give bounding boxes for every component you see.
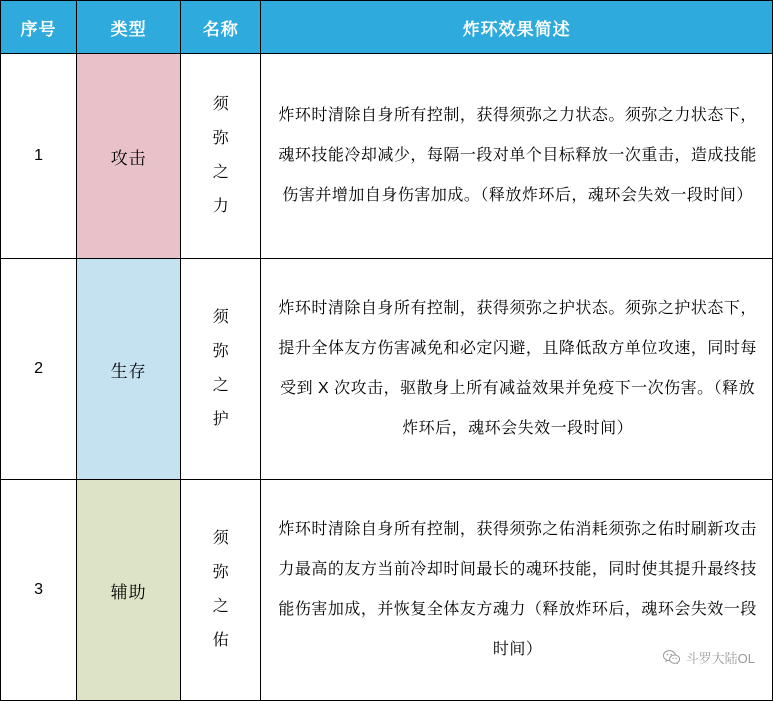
cell-name-text: 须弥之佑 <box>212 530 229 649</box>
cell-name <box>181 480 261 701</box>
column-header-type: 类型 <box>77 1 181 54</box>
cell-description: 炸环时清除自身所有控制，获得须弥之护状态。须弥之护状态下，提升全体友方伤害减免和必定闪避，且降低敌方单位攻速，同时每受到 X 次攻击，驱散身上所有减益效果并免疫下一次伤害。（释放炸环后，魂环会失效一段时间） <box>261 259 773 480</box>
cell-description: 炸环时清除自身所有控制，获得须弥之力状态。须弥之力状态下，魂环技能冷却减少，每隔一段对单个目标释放一次重击，造成技能伤害并增加自身伤害加成。（释放炸环后，魂环会失效一段时间） <box>261 54 773 259</box>
cell-name-text: 须弥之力 <box>212 96 229 215</box>
cell-type: 攻击 <box>77 54 181 259</box>
table-header <box>1 1 773 54</box>
column-header-name: 名称 <box>181 1 261 54</box>
watermark-label: 斗罗大陆OL <box>685 651 755 666</box>
cell-index: 1 <box>1 54 77 259</box>
cell-index: 3 <box>1 480 77 701</box>
cell-type: 生存 <box>77 259 181 480</box>
table-row <box>1 480 773 701</box>
cell-description: 炸环时清除自身所有控制，获得须弥之佑消耗须弥之佑时刷新攻击力最高的友方当前冷却时间最长的魂环技能，同时使其提升最终技能伤害加成，并恢复全体友方魂力（释放炸环后，魂环会失效一段时间） <box>261 480 773 701</box>
cell-name-text: 须弥之护 <box>212 309 229 428</box>
wechat-icon <box>663 650 680 665</box>
cell-type: 辅助 <box>77 480 181 701</box>
table-row <box>1 54 773 259</box>
column-header-description: 炸环效果简述 <box>261 1 773 54</box>
table-row <box>1 259 773 480</box>
table-body <box>1 54 773 701</box>
header-row <box>1 1 773 54</box>
watermark <box>659 646 759 669</box>
cell-name <box>181 259 261 480</box>
column-header-index: 序号 <box>1 1 77 54</box>
cell-index: 2 <box>1 259 77 480</box>
cell-name <box>181 54 261 259</box>
